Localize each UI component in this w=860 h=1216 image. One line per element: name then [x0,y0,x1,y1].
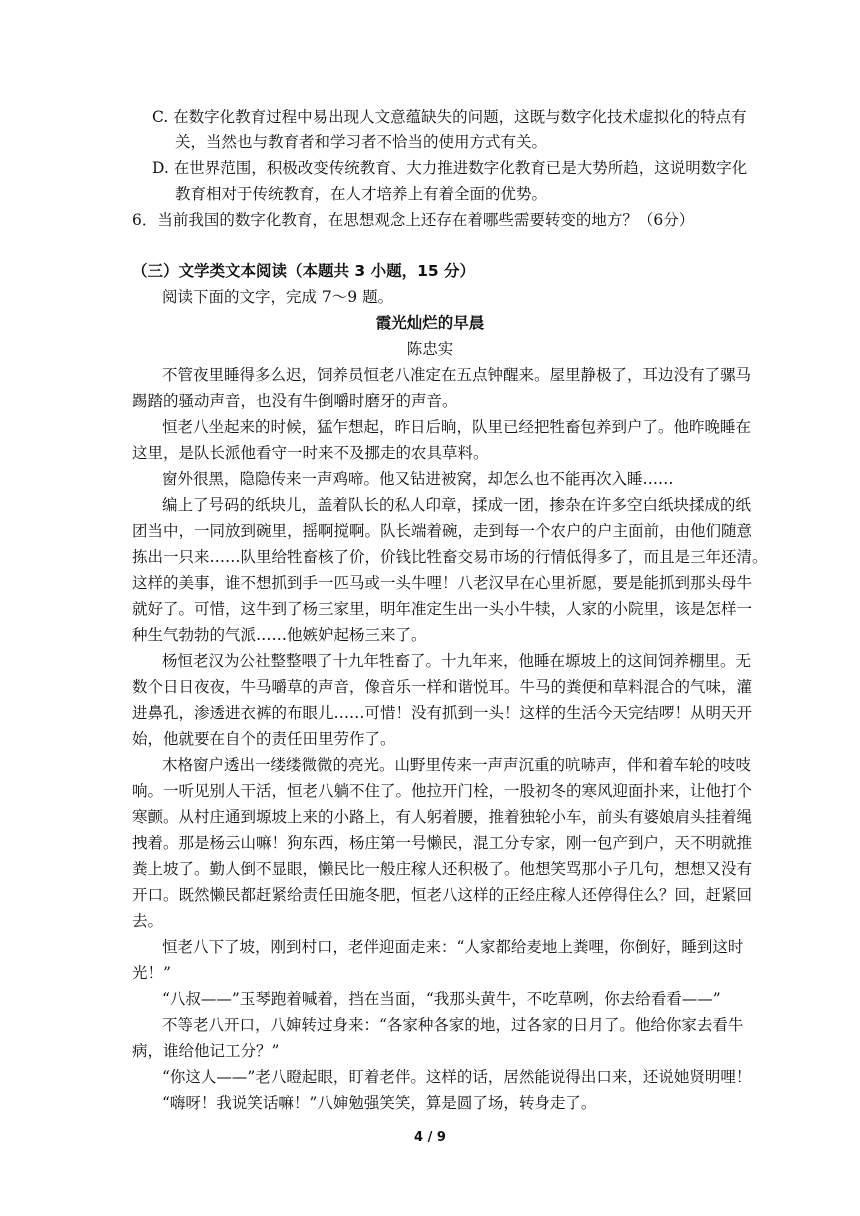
article-line: 光！” [132,964,171,982]
article-line: “你这人——”老八瞪起眼，盯着老伴。这样的话，居然能说得出口来，还说她贤明哩！ [162,1068,752,1086]
option-d-line-1: D. 在世界范围，积极改变传统教育、大力推进数字化教育已是大势所趋，这说明数字化 [152,159,748,177]
article-line: 这样的美事，谁不想抓到手一匹马或一头牛哩！八老汉早在心里祈愿，要是能抓到那头母牛 [132,574,753,592]
article-line: 粪上坡了。勤人倒不显眼，懒民比一般庄稼人还积极了。他想笑骂那小子几句，想想又没有 [132,860,753,878]
article-line: 种生气勃勃的气派……他嫉妒起杨三来了。 [132,626,427,644]
article-line: 拣出一只来……队里给牲畜核了价，价钱比牲畜交易市场的行情低得多了，而且是三年还清。 [132,548,768,566]
option-d-line-2: 教育相对于传统教育，在人才培养上有着全面的优势。 [175,185,548,203]
section-heading: （三）文学类文本阅读（本题共 3 小题，15 分） [132,262,476,280]
article-title: 霞光灿烂的早晨 [375,314,485,332]
page-number: 4 / 9 [414,1130,446,1145]
article-author: 陈忠实 [406,340,454,358]
article-line: “嗨呀！我说笑话嘛！”八婶勉强笑笑，算是圆了场，转身走了。 [162,1094,597,1112]
article-line: 杨恒老汉为公社整整喂了十九年牲畜了。十九年来，他睡在塬坡上的这间饲养棚里。无 [162,652,752,670]
article-line: 进鼻孔，渗透进衣裤的布眼儿……可惜！没有抓到一头！这样的生活今天完结啰！从明天开 [132,704,753,722]
article-line: “八叔——”玉琴跑着喊着，挡在当面，“我那头黄牛，不吃草咧，你去给看看——” [162,990,721,1008]
article-line: 拽着。那是杨云山嘛！狗东西，杨庄第一号懒民，混工分专家，刚一包产到户，天不明就推 [132,834,753,852]
article-line: 这里，是队长派他看守一时来不及挪走的农具草料。 [132,444,489,462]
article-line: 始，他就要在自个的责任田里劳作了。 [132,730,396,748]
option-c-line-1: C. 在数字化教育过程中易出现人文意蕴缺失的问题，这既与数字化技术虚拟化的特点有 [152,108,747,126]
article-line: 数个日日夜夜，牛马嚼草的声音，像音乐一样和谐悦耳。牛马的粪便和草料混合的气味，灌 [132,678,753,696]
article-line: 响。一听见别人干活，恒老八躺不住了。他拉开门栓，一股初冬的寒风迎面扑来，让他打个 [132,782,753,800]
article-line: 就好了。可惜，这牛到了杨三家里，明年准定生出一头小牛犊，人家的小院里，该是怎样一 [132,600,753,618]
article-line: 不等老八开口，八婶转过身来：“各家种各家的地，过各家的日月了。他给你家去看牛 [162,1016,744,1034]
article-line: 去。 [132,912,164,930]
article-line: 木格窗户透出一缕缕微微的亮光。山野里传来一声声沉重的吭哧声，伴和着车轮的吱吱 [162,756,752,774]
article-line: 编上了号码的纸块儿，盖着队长的私人印章，揉成一团，掺杂在许多空白纸块揉成的纸 [162,496,752,514]
question-6: 6．当前我国的数字化教育，在思想观念上还存在着哪些需要转变的地方？（6分） [132,211,695,229]
article-line: 寒颤。从村庄通到塬坡上来的小路上，有人躬着腰，推着独轮小车，前头有婆娘肩头挂着绳 [132,808,753,826]
section-instruction: 阅读下面的文字，完成 7～9 题。 [162,288,394,306]
article-line: 窗外很黑，隐隐传来一声鸡啼。他又钻进被窝，却怎么也不能再次入睡…… [162,470,674,488]
article-line: 病，谁给他记工分？” [132,1042,280,1060]
article-line: 踢踏的骚动声音，也没有牛倒嚼时磨牙的声音。 [132,392,458,410]
article-line: 恒老八坐起来的时候，猛乍想起，昨日后晌，队里已经把牲畜包养到户了。他昨晚睡在 [162,418,752,436]
article-line: 恒老八下了坡，刚到村口，老伴迎面走来：“人家都给麦地上粪哩，你倒好，睡到这时 [162,938,744,956]
article-line: 不管夜里睡得多么迟，饲养员恒老八准定在五点钟醒来。屋里静极了，耳边没有了骡马 [162,366,752,384]
article-line: 团当中，一同放到碗里，摇啊搅啊。队长端着碗，走到每一个农户的户主面前，由他们随意 [132,522,753,540]
option-c-line-2: 关，当然也与教育者和学习者不恰当的使用方式有关。 [175,133,548,151]
article-line: 开口。既然懒民都赶紧给责任田施冬肥，恒老八这样的正经庄稼人还停得住么？回，赶紧回 [132,886,753,904]
